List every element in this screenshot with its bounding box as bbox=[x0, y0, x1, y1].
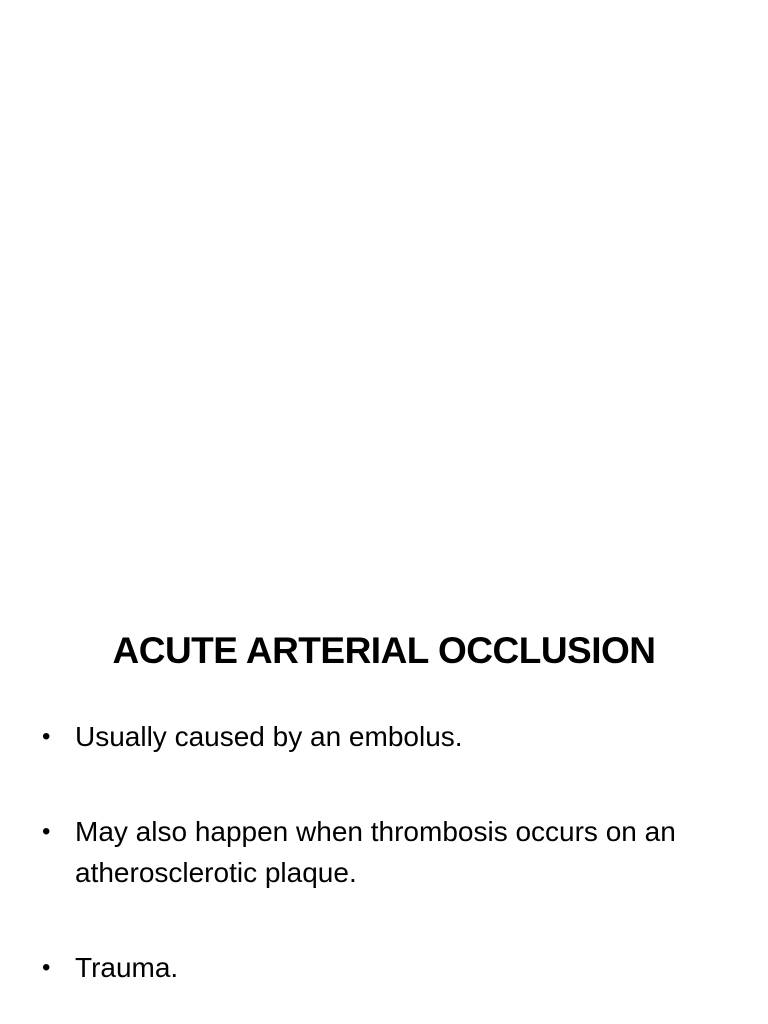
bullet-item-1 bbox=[42, 716, 722, 757]
bullet-item-3 bbox=[42, 947, 722, 988]
slide-title: ACUTE ARTERIAL OCCLUSION bbox=[112, 630, 656, 671]
bullet-list bbox=[42, 716, 722, 988]
bullet-dot-icon: • bbox=[42, 954, 51, 981]
bullet-text: Trauma. bbox=[75, 952, 179, 983]
bullet-dot-icon: • bbox=[42, 723, 51, 750]
bullet-text: May also happen when thrombosis occurs on an atherosclerotic plaque. bbox=[75, 816, 676, 888]
bullet-text: Usually caused by an embolus. bbox=[75, 721, 463, 752]
bullet-item-2 bbox=[42, 811, 722, 893]
bullet-dot-icon: • bbox=[42, 818, 51, 845]
